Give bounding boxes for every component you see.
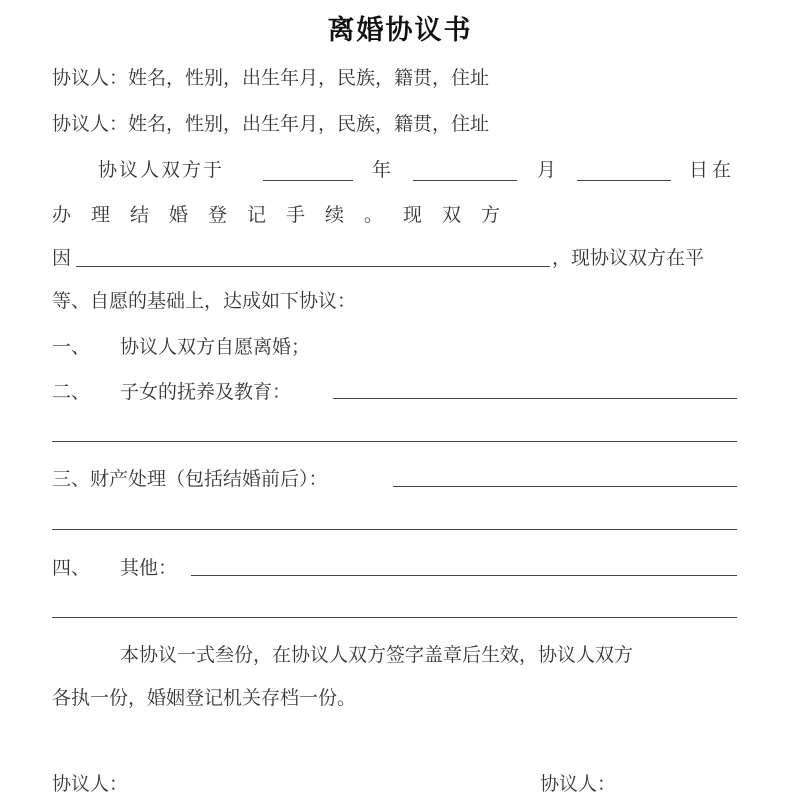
date-clause-prefix: 协议人双方于 — [98, 159, 225, 181]
item-four-blank — [191, 575, 737, 576]
item-two-text: 子女的抚养及教育： — [120, 381, 292, 403]
item-four-blank-2 — [52, 617, 737, 618]
item-two-blank — [333, 398, 737, 399]
day-blank — [577, 180, 671, 181]
item-three-text: 三、财产处理（包括结婚前后）： — [52, 468, 328, 490]
item-four-text: 其他： — [120, 557, 178, 579]
reason-suffix: ，现协议双方在平 — [552, 247, 705, 269]
month-blank — [413, 180, 517, 181]
reason-prefix: 因 — [52, 247, 72, 269]
year-label: 年 — [372, 159, 392, 181]
registration-line: 办理结婚登记手续。现双方 — [52, 204, 521, 226]
item-two-blank-2 — [52, 441, 737, 442]
party-info-line-2: 协议人：姓名，性别，出生年月，民族，籍贯，住址 — [52, 113, 490, 135]
item-four-number: 四、 — [52, 557, 91, 579]
signature-right-label: 协议人： — [540, 773, 617, 795]
closing-line-2: 各执一份，婚姻登记机关存档一份。 — [52, 687, 357, 709]
reason-blank — [76, 266, 550, 267]
party-info-line-1: 协议人：姓名，性别，出生年月，民族，籍贯，住址 — [52, 67, 490, 89]
year-blank — [263, 180, 353, 181]
item-three-blank — [393, 486, 737, 487]
month-label: 月 — [537, 159, 557, 181]
closing-line-1: 本协议一式叁份，在协议人双方签字盖章后生效，协议人双方 — [120, 644, 634, 666]
signature-left-label: 协议人： — [52, 773, 129, 795]
item-two-number: 二、 — [52, 381, 91, 403]
item-three-blank-2 — [52, 529, 737, 530]
item-one-number: 一、 — [52, 336, 91, 358]
document-title: 离婚协议书 — [327, 15, 473, 46]
item-one-text: 协议人双方自愿离婚； — [120, 336, 311, 358]
agreement-intro: 等、自愿的基础上，达成如下协议： — [52, 290, 357, 312]
day-label: 日在 — [689, 159, 736, 181]
